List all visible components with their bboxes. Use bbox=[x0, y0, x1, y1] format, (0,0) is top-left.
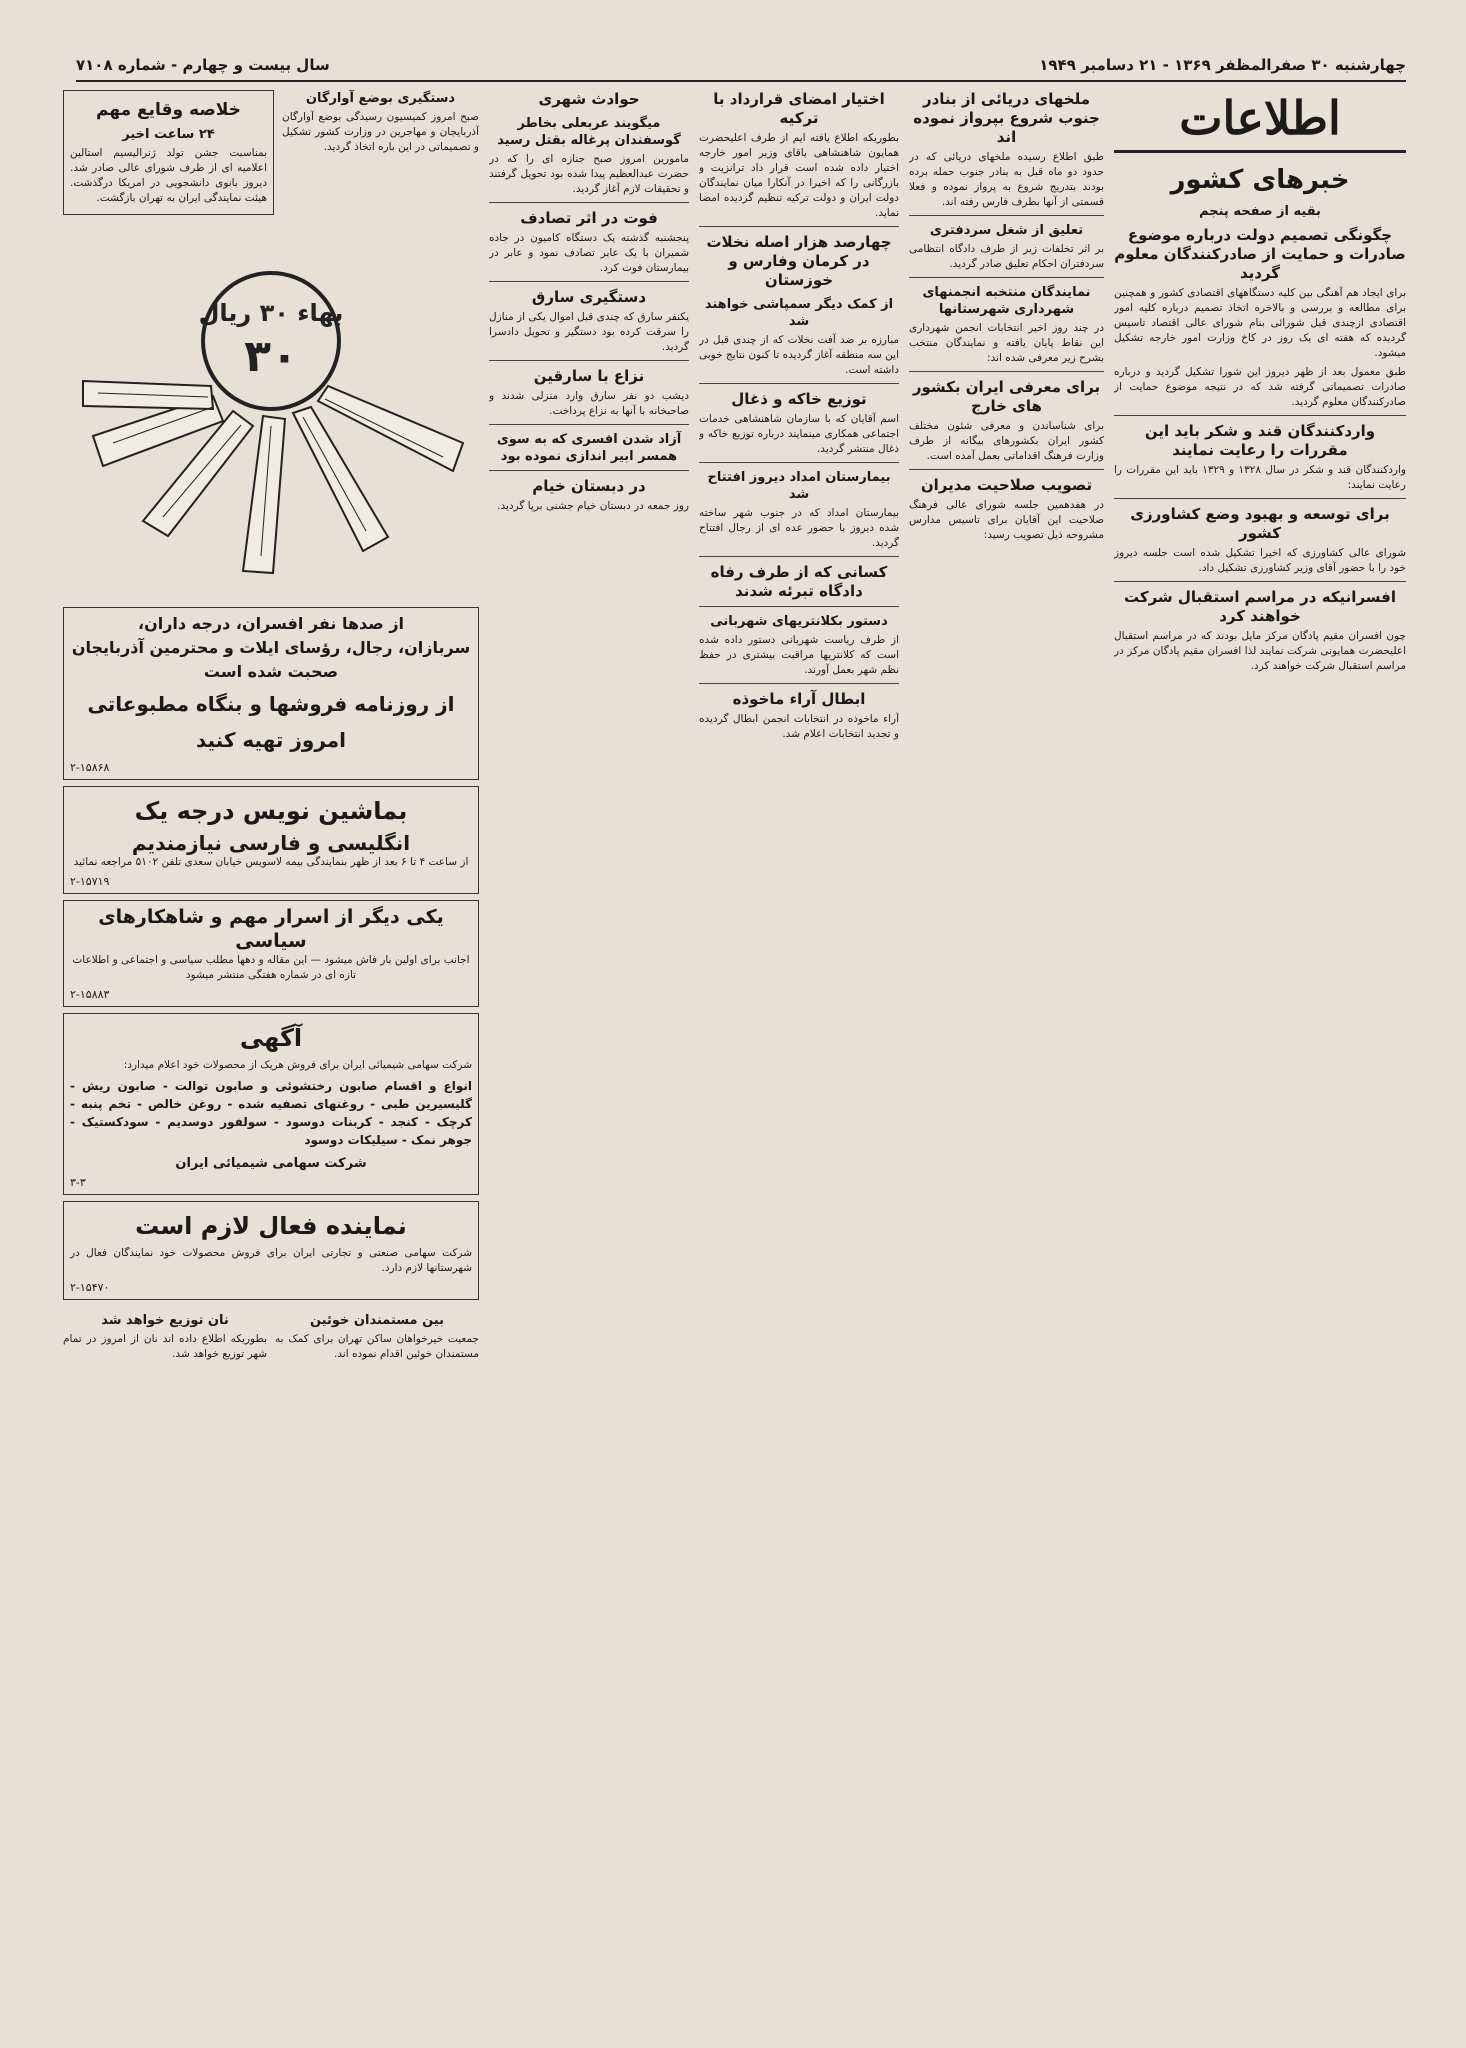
section-title: خبرهای کشور bbox=[1170, 165, 1350, 195]
ad-line: از روزنامه فروشها و بنگاه مطبوعاتی bbox=[87, 692, 455, 716]
summary-box-body: بمناسبت جشن تولد ژنرالیسیم استالین اعلامیه ای از طرف شورای عالی صادر شد. دیروز بانوی دانشجویی در امریکا درگذشت. هیئت نمایندگی ایران به تهران بازگشت. bbox=[70, 147, 267, 204]
ad-typist bbox=[63, 786, 479, 894]
headline: افسرانیکه در مراسم استقبال شرکت خواهند کرد bbox=[1123, 588, 1397, 625]
headline: دستور بکلانتریهای شهربانی bbox=[710, 614, 888, 629]
divider bbox=[1114, 581, 1406, 582]
masthead: اطلاعات bbox=[1179, 91, 1341, 145]
ad-line: انگلیسی و فارسی نیازمندیم bbox=[131, 831, 411, 855]
headline: چهارصد هزار اصله نخلات در کرمان وفارس و خوزستان bbox=[706, 233, 892, 289]
article-block bbox=[275, 1306, 479, 1366]
summary-box-title: خلاصه وقایع مهم bbox=[96, 100, 241, 120]
headline: نان توزیع خواهد شد bbox=[101, 1313, 229, 1328]
ad-body: از ساعت ۴ تا ۶ بعد از ظهر بنمایندگی بیمه لاسویس خیابان سعدی تلفن ۵۱۰۲ مراجعه نمائید bbox=[73, 856, 469, 868]
divider bbox=[1114, 498, 1406, 499]
column-1 bbox=[1114, 84, 1406, 2014]
ad-politics bbox=[63, 900, 479, 1007]
divider bbox=[489, 202, 689, 203]
ad-code: ۳-۳ bbox=[70, 1176, 86, 1189]
divider bbox=[489, 424, 689, 425]
headline: نزاع با سارقین bbox=[533, 367, 645, 385]
article-intro: بقیه از صفحه پنجم bbox=[1199, 204, 1321, 219]
divider bbox=[699, 606, 899, 607]
divider bbox=[909, 277, 1104, 278]
headline: دستگیری بوضع آوارگان bbox=[305, 91, 456, 106]
column-4 bbox=[489, 84, 689, 2014]
price-illustration bbox=[63, 221, 479, 601]
headline: فوت در اثر تصادف bbox=[520, 209, 658, 227]
summary-box-subtitle: ۲۴ ساعت اخیر bbox=[122, 127, 215, 142]
ad-title: بماشین نویس درجه یک bbox=[134, 797, 408, 825]
bottom-row bbox=[63, 1306, 479, 1366]
article-body: در هفدهمین جلسه شورای عالی فرهنگ صلاحیت این آقایان برای تاسیس مدارس مشروحه ذیل تصویب رسید: bbox=[909, 499, 1104, 541]
ad-items: انواع و اقسام صابون رختشوئی و صابون توالت - صابون ریش - گلیسیرین طبی - روغنهای تصفیه شده - روغن خالص - تخم پنبه - کرچک - کنجد - کربنات دوسود - سولفور دوسدیم - سودکستیک - جوهر نمک - سیلیکات دوسود bbox=[70, 1079, 472, 1147]
article-body: شورای عالی کشاورزی که اخیرا تشکیل شده است جلسه دیروز خود را با حضور آقای وزیر کشاورزی تشکیل داد. bbox=[1114, 547, 1406, 574]
article-body: آراء ماخوذه در انتخابات انجمن ابطال گردیده و تجدید انتخابات اعلام شد. bbox=[699, 713, 899, 740]
headline: برای معرفی ایران بکشور های خارج bbox=[912, 378, 1101, 415]
ad-line: صحبت شده است bbox=[203, 662, 339, 681]
article-body: صبح امروز کمیسیون رسیدگی بوضع آوارگان آذربایجان و مهاجرین در وزارت کشور تشکیل و تصمیماتی در این باره اتخاذ گردید. bbox=[282, 111, 479, 153]
article-body: جمعیت خیرخواهان ساکن تهران برای کمک به مستمندان خوئین اقدام نموده اند. bbox=[275, 1333, 479, 1360]
section-title: حوادث شهری bbox=[538, 90, 640, 108]
ad-code: ۲-۱۵۸۶۸ bbox=[70, 761, 110, 774]
article-body: بطوریکه اطلاع یافته ایم از طرف اعلیحضرت همایون شاهنشاهی باقای وزیر امور خارجه اختیار داده شده است قرار داد ترانزیت و بازرگانی را که اخیرا در آنکارا میان نمایندگان دولت ایران و دولت ترکیه تنظیم گردیده امضا نماید. bbox=[699, 132, 899, 219]
divider bbox=[1114, 415, 1406, 416]
date-line: چهارشنبه ۳۰ صفرالمظفر ۱۳۶۹ - ۲۱ دسامبر ۱۹۴۹ bbox=[1039, 56, 1406, 74]
ad-code: ۲-۱۵۴۷۰ bbox=[70, 1281, 110, 1294]
article-body: برای ایجاد هم آهنگی بین کلیه دستگاههای اقتصادی کشور و همچنین برای مطالعه و بررسی و بالاخره اتخاذ تصمیم درباره کلیه امور اقتصادی ازچندی قبل شورائی بنام شورای عالی اقتصاد تاسیس گردیده که هفته ای یک روز در کاخ وزارت امور خارجه تشکیل میشود. bbox=[1114, 287, 1406, 359]
article-body: در چند روز اخیر انتخابات انجمن شهرداری این نقاط پایان یافته و نمایندگان منتخب بشرح زیر معرفی شده اند: bbox=[909, 322, 1104, 364]
ad-agent bbox=[63, 1201, 479, 1300]
article-body: یکنفر سارق که چندی قبل اموال یکی از منازل را سرقت کرده بود دستگیر و تحویل دادسرا گردید. bbox=[489, 311, 689, 353]
article-block bbox=[63, 1306, 267, 1366]
article-body: پنجشنبه گذشته یک دستگاه کامیون در جاده شمیران با یک عابر تصادف نمود و عابر در بیمارستان فوت کرد. bbox=[489, 232, 689, 274]
article-body: بطوریکه اطلاع داده اند نان از امروز در تمام شهر توزیع خواهد شد. bbox=[63, 1333, 267, 1360]
headline: آزاد شدن افسری که به سوی همسر ابیر اندازی نموده بود bbox=[496, 432, 682, 464]
ad-body: شرکت سهامی شیمیائی ایران برای فروش هریک از محصولات خود اعلام میدارد: bbox=[123, 1059, 472, 1071]
article-body: روز جمعه در دبستان خیام جشنی برپا گردید. bbox=[497, 500, 689, 512]
ad-code: ۲-۱۵۸۸۳ bbox=[70, 988, 110, 1001]
ad-line: امروز تهیه کنید bbox=[195, 728, 347, 752]
ad-body: اجانب برای اولین بار فاش میشود — این مقاله و دهها مطلب سیاسی و اجتماعی و اطلاعات تازه ای در شماره هفتگی منتشر میشود bbox=[72, 954, 470, 981]
article-body: برای شناساندن و معرفی شئون مختلف کشور ایران بکشورهای بیگانه از طرف وزارت فرهنگ اقداماتی بعمل آمده است. bbox=[909, 420, 1104, 462]
column-3 bbox=[699, 84, 899, 2014]
ad-line: از صدها نفر افسران، درجه داران، bbox=[137, 614, 405, 633]
divider bbox=[699, 683, 899, 684]
article-body: طبق اطلاع رسیده ملخهای دریائی که در حدود دو ماه قبل به بنادر جنوب حمله برده بودند بتدریج شروع به پرواز نموده و فعلا قسمتی از آنها بطرف فارس رفته اند. bbox=[909, 151, 1104, 208]
divider bbox=[699, 556, 899, 557]
headline: ملخهای دریائی از بنادر جنوب شروع بپرواز نموده اند bbox=[913, 90, 1100, 146]
column-5 bbox=[63, 84, 479, 2014]
top-row bbox=[63, 84, 479, 221]
article-body: بیمارستان امداد که در جنوب شهر ساخته شده دیروز با حضور عده ای از رجال افتتاح گردید. bbox=[699, 507, 899, 549]
ad-body: شرکت سهامی صنعتی و تجارتی ایران برای فروش محصولات خود نمایندگان فعال در شهرستانها لازم دارد. bbox=[70, 1247, 472, 1274]
headline: بیمارستان امداد دیروز افتتاح شد bbox=[707, 470, 891, 502]
headline: چگونگی تصمیم دولت درباره موضوع صادرات و حمایت از صادرکنندگان معلوم گردید bbox=[1114, 226, 1406, 282]
summary-box bbox=[63, 90, 274, 215]
masthead-rule bbox=[1114, 150, 1406, 153]
article-body: بر اثر تخلفات زیر از طرف دادگاه انتظامی سردفتران احکام تعلیق صادر گردید. bbox=[909, 243, 1104, 270]
ad-chemical bbox=[63, 1013, 479, 1195]
article-body: مبارزه بر ضد آفت نخلات که از چندی قبل در این سه منطقه آغاز گردیده تا کنون نتایج خوبی داشته است. bbox=[699, 334, 899, 376]
headline: بین مستمندان خوئین bbox=[309, 1313, 444, 1328]
headline: برای توسعه و بهبود وضع کشاورزی کشور bbox=[1130, 505, 1390, 542]
divider bbox=[489, 470, 689, 471]
article-block bbox=[282, 84, 479, 221]
ad-title: آگهی bbox=[239, 1024, 303, 1052]
headline: توزیع خاکه و ذغال bbox=[731, 390, 867, 408]
headline: ابطال آراء ماخوذه bbox=[732, 690, 866, 708]
divider bbox=[489, 360, 689, 361]
headline: در دبستان خیام bbox=[532, 477, 646, 495]
subheadline: از کمک دیگر سمپاشی خواهند شد bbox=[704, 297, 894, 329]
divider bbox=[699, 462, 899, 463]
article-body: چون افسران مقیم پادگان مرکز مایل بودند که در مراسم استقبال اعلیحضرت همایونی شرکت نمایند لذا افسران مقیم پادگان مرکز در مراسم استقبال شرکت خواهند کرد. bbox=[1114, 630, 1406, 672]
divider bbox=[489, 281, 689, 282]
ad-book bbox=[63, 607, 479, 780]
headline: کسانی که از طرف رفاه دادگاه تبرئه شدند bbox=[710, 563, 888, 600]
headline: اختیار امضای قرارداد با ترکیه bbox=[713, 90, 885, 127]
headline: واردکنندگان قند و شکر باید این مقررات را رعایت نمایند bbox=[1144, 422, 1376, 459]
headline: نمایندگان منتخبه انجمنهای شهرداری شهرستانها bbox=[922, 285, 1091, 317]
headline: تعلیق از شغل سردفتری bbox=[929, 223, 1084, 238]
article-body: واردکنندگان قند و شکر در سال ۱۳۲۸ و ۱۳۲۹ باید این مقررات را رعایت نمایند: bbox=[1114, 464, 1406, 491]
article-body: اسم آقایان که با سازمان شاهنشاهی خدمات اجتماعی همکاری مینمایند درباره توزیع خاکه و ذغال منتشر گردید. bbox=[699, 413, 899, 455]
article-body: دیشب دو نفر سارق وارد منزلی شدند و صاحبخانه با آنها به نزاع پرداخت. bbox=[489, 390, 689, 417]
page-header bbox=[76, 54, 1406, 82]
price-label: بهاء ۳۰ ریال bbox=[198, 299, 344, 327]
headline: میگویند عربعلی بخاطر گوسفندان پرغاله بقتل رسید bbox=[497, 116, 681, 148]
ad-code: ۲-۱۵۷۱۹ bbox=[70, 875, 110, 888]
ad-title: نماینده فعال لازم است bbox=[135, 1212, 407, 1240]
column-2 bbox=[909, 84, 1104, 2014]
divider bbox=[909, 469, 1104, 470]
ad-line: سربازان، رجال، رؤسای ایلات و محترمین آذربایجان bbox=[71, 638, 471, 657]
divider bbox=[909, 215, 1104, 216]
article-body: طبق معمول بعد از ظهر دیروز این شورا تشکیل گردید و درباره صادرات تصمیماتی گرفته شد که در نتیجه موضوع حمایت از صادرکنندگان معلوم گردید. bbox=[1114, 366, 1406, 408]
divider bbox=[909, 371, 1104, 372]
headline: دستگیری سارق bbox=[531, 288, 647, 306]
divider bbox=[699, 226, 899, 227]
issue-line: سال بیست و چهارم - شماره ۷۱۰۸ bbox=[76, 56, 330, 74]
price-number: ۳۰ bbox=[244, 331, 298, 382]
article-body: مامورین امروز صبح جنازه ای را که در حضرت عبدالعظیم پیدا شده بود تحویل گرفتند و تحقیقات لازم آغاز گردید. bbox=[489, 153, 689, 195]
article-body: از طرف ریاست شهربانی دستور داده شده است که کلانتریها مراقبت بیشتری در حفظ نظم شهر بعمل آورند. bbox=[699, 634, 899, 676]
divider bbox=[699, 383, 899, 384]
ad-title: یکی دیگر از اسرار مهم و شاهکارهای سیاسی bbox=[98, 906, 444, 952]
ad-signature: شرکت سهامی شیمیائی ایران bbox=[175, 1156, 367, 1171]
headline: تصویب صلاحیت مدیران bbox=[920, 476, 1093, 494]
